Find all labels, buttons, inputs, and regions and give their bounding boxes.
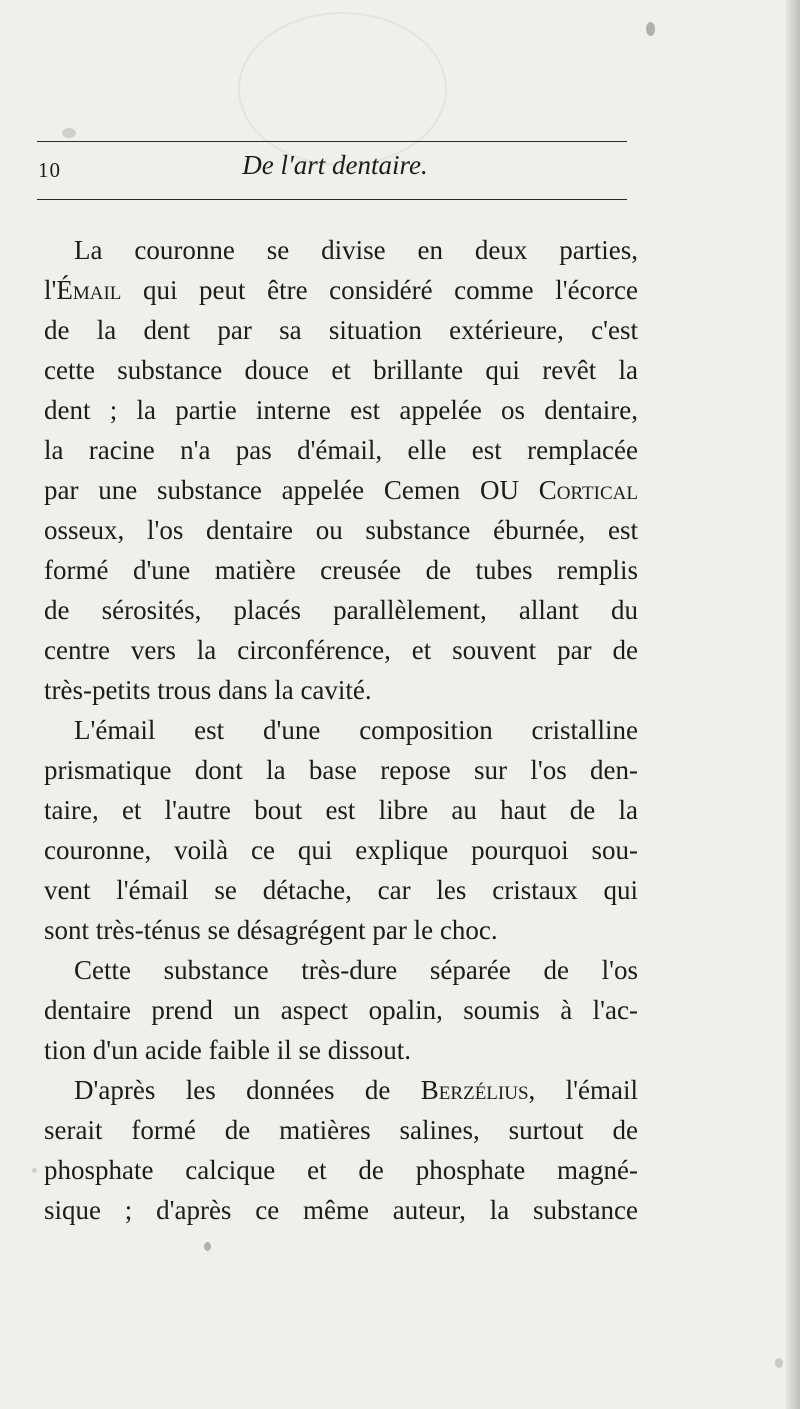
page-number: 10 (38, 158, 61, 182)
text-line: sont très-ténus se désagrégent par le choc. (44, 915, 498, 945)
text-line: Cette substance très-dure séparée de l'os (74, 955, 638, 985)
text-line: sique ; d'après ce même auteur, la substance (44, 1195, 638, 1225)
text-line: vent l'émail se détache, car les cristaux qui (44, 875, 638, 905)
header-top-rule (37, 141, 627, 142)
paper-speck (775, 1358, 783, 1368)
header-bottom-rule (37, 199, 627, 200)
paper-speck (646, 22, 655, 36)
text-line: cette substance douce et brillante qui revêt la (44, 355, 638, 385)
text-line: de sérosités, placés parallèlement, allant du (44, 595, 638, 625)
page-edge (786, 0, 800, 1409)
text-line: dent ; la partie interne est appelée os dentaire, (44, 395, 638, 425)
text-line: dentaire prend un aspect opalin, soumis à l'ac- (44, 995, 638, 1025)
text-line: formé d'une matière creusée de tubes remplis (44, 555, 638, 585)
text-line: la racine n'a pas d'émail, elle est remplacée (44, 435, 638, 465)
text-line: couronne, voilà ce qui explique pourquoi sou- (44, 835, 638, 865)
text-line: par une substance appelée Cemen OU Cortical (44, 475, 638, 505)
text-line: L'émail est d'une composition cristalline (74, 715, 638, 745)
text-line: serait formé de matières salines, surtout de (44, 1115, 638, 1145)
text-line: l'Émail qui peut être considéré comme l'écorce (44, 275, 638, 305)
text-line: phosphate calcique et de phosphate magné- (44, 1155, 638, 1185)
paper-speck (32, 1168, 37, 1173)
text-line: de la dent par sa situation extérieure, c'est (44, 315, 638, 345)
text-line: centre vers la circonférence, et souvent par de (44, 635, 638, 665)
text-line: La couronne se divise en deux parties, (74, 235, 638, 265)
text-line: taire, et l'autre bout est libre au haut de la (44, 795, 638, 825)
paper-speck (204, 1242, 211, 1251)
text-line: osseux, l'os dentaire ou substance éburnée, est (44, 515, 638, 545)
text-line: prismatique dont la base repose sur l'os den- (44, 755, 638, 785)
text-line: tion d'un acide faible il se dissout. (44, 1035, 412, 1065)
body-text (44, 230, 638, 1230)
text-line: D'après les données de Berzélius, l'émail (74, 1075, 638, 1105)
running-title: De l'art dentaire. (242, 150, 428, 180)
paper-speck (62, 128, 76, 138)
faded-library-stamp (238, 12, 447, 166)
text-line: très-petits trous dans la cavité. (44, 675, 372, 705)
